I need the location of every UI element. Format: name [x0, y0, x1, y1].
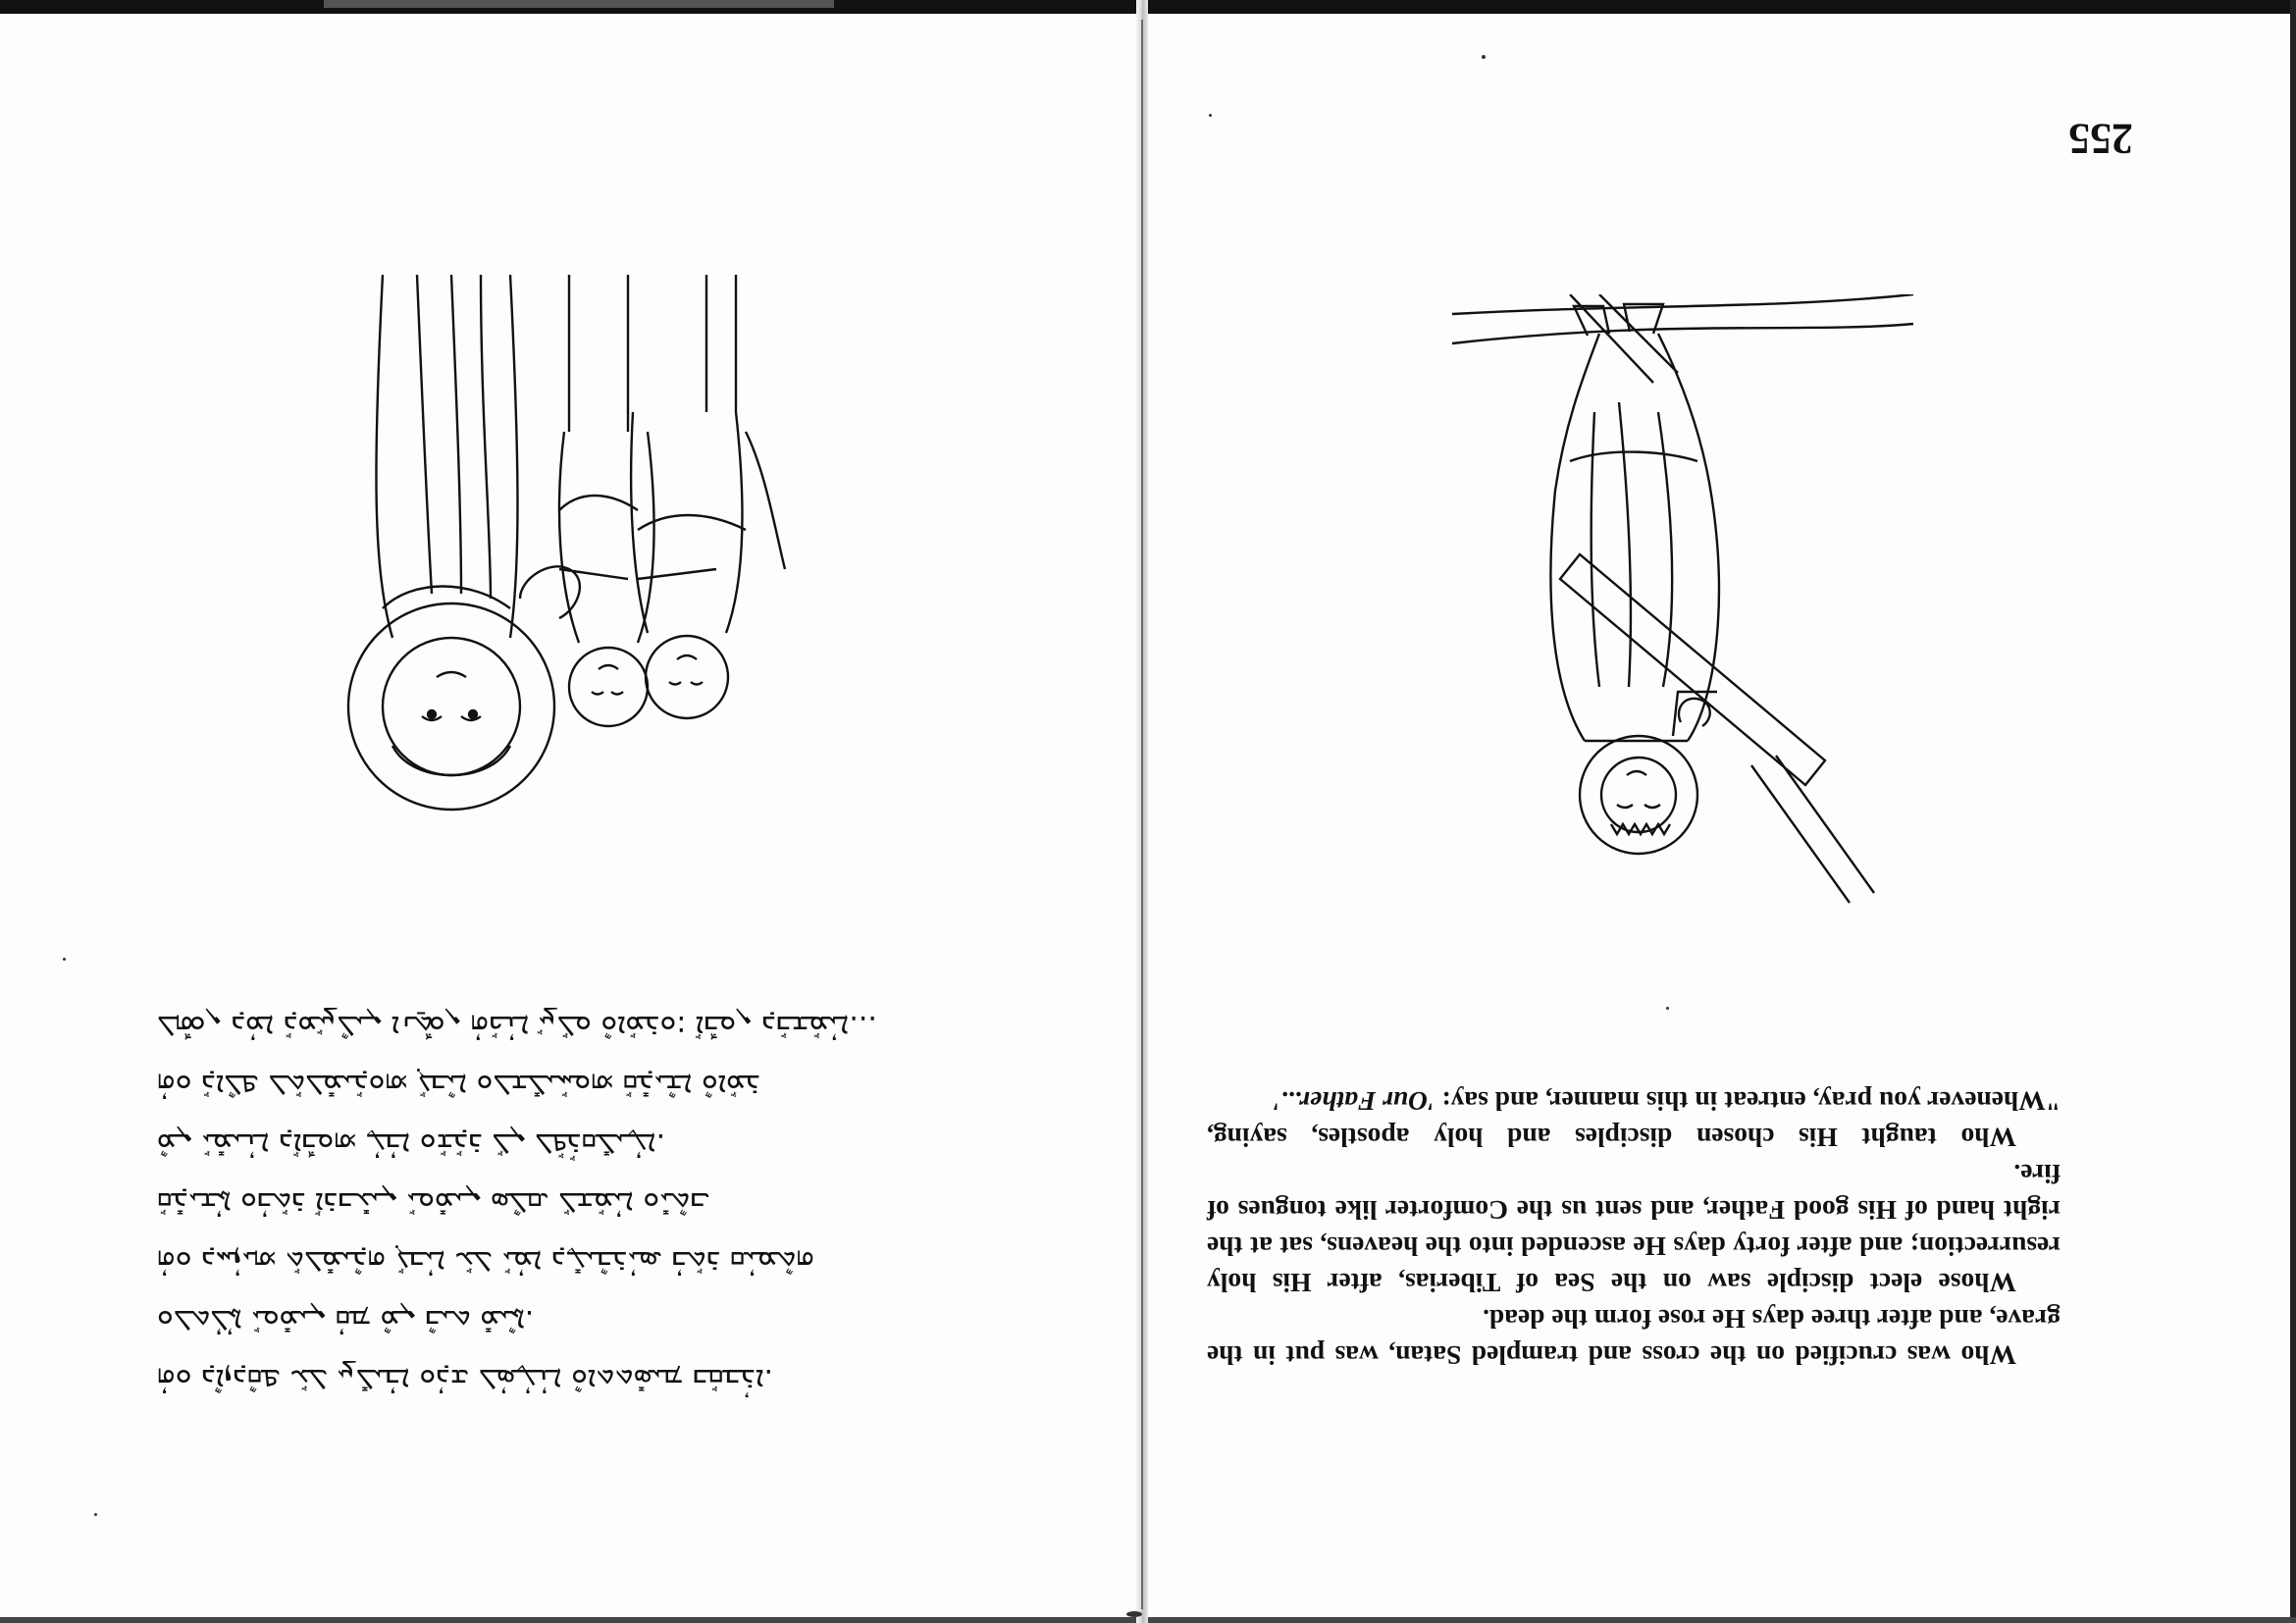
page-number: 255 — [2068, 115, 2133, 163]
illustration-figure-group — [334, 275, 805, 824]
scan-speck — [1126, 1611, 1142, 1617]
syriac-line: ܩܰܕܺܝܫܬܳܐ ܘܒܳܬܰܪ ܐܰܪܒܥܺܝܢ ܝܰܘܡܺܝܢ ܣܠܶܩ ܠܰܫܡܰܝܳܐ ܘܝܺܬܶܒ — [157, 1185, 710, 1220]
english-text-block — [1207, 844, 2061, 1374]
english-paragraph — [1207, 1083, 2061, 1156]
illustration-figure-with-cross — [1433, 294, 1923, 922]
scan-speck — [1666, 1007, 1669, 1010]
top-scan-edge-highlight — [324, 0, 834, 8]
scan-speck — [1482, 55, 1486, 59]
syriac-line: ܡܶܢ ܝܰܡܺܝܢܳܐ ܕܐܰܒܽܘܗܝ ܛܳܒܳܐ ܘܫܰܕܰܪ ܠܰܢ ܠܦܰܪܰܩܠܺܝܛܳܐ. — [157, 1126, 666, 1161]
scan-speck — [94, 1513, 97, 1516]
gutter-fold-line — [1141, 20, 1143, 1609]
syriac-line: ܠܗܽܘܢ ܕܡܳܐ ܕܰܡܨܰܠܶܝܢ ܐܢ̱ܬܽܘܢ ܗܳܟܰܢܳܐ ܨܰܠܰܘ ܘܶܐܡܰܪܘ: ܐܰܒܽܘܢ ܕܒܰܫܡܰܝܳܐ... — [157, 1009, 877, 1043]
english-closing-italic: 'Our Father...' — [1273, 1086, 1435, 1117]
scan-speck — [1209, 114, 1212, 117]
syriac-line: ܗܳܘ ܕܚܙܳܝܗܝ ܬܰܠܡܺܝܕܶܗ ܓܰܒܝܳܐ ܥܰܠ ܝܰܡܳܐ ܕܛܺܝܒܶܪܝܳܣ ܒܳܬܰܪ ܩܝܳܡܬܶܗ — [157, 1244, 815, 1279]
english-paragraph-text: Who taught His chosen disciples and holy apostles, saying, "Whenever you pray, entreat in this manner, and say: — [1207, 1086, 2061, 1153]
syriac-line: ܗܳܘ ܕܐܶܙܕܩܶܦ ܥܰܠ ܨܠܺܝܒܳܐ ܘܕܳܫ ܠܣܳܛܳܢܳܐ ܘܶܐܬܬܣܺܝܡ ܒܩܰܒܪܳܐ. — [157, 1362, 773, 1396]
english-paragraph: Who was crucified on the cross and trampled Satan, was put in the grave, and after three days He rose form the dead. — [1207, 1304, 2061, 1371]
bottom-scan-edge — [0, 1617, 2296, 1623]
scan-speck — [63, 958, 66, 961]
figure-with-cross-drawing — [1433, 294, 1923, 922]
syriac-text-block — [157, 986, 1011, 1408]
syriac-line: ܗܳܘ ܕܰܐܠܶܦ ܠܬܰܠܡܺܝܕܰܘܗܝ ܓܰܒܝܶܐ ܘܠܫܠܺܝܚܰܘܗܝ ܩܰܕܺܝܫܶܐ ܘܶܐܡܰܪ — [157, 1068, 761, 1102]
english-paragraph: Whose elect disciple saw on the Sea of Tiberias, after His holy resurrection; and after forty days He ascended into the heavens, sat at the right hand of His good Father, and sent us the Comforter like tongues of fire. — [1207, 1159, 2061, 1298]
syriac-line: ܘܠܬܠܳܬܳܐ ܝܰܘܡܺܝܢ ܩܳܡ ܡܶܢ ܒܶܝܬ ܡܺܝܬܶܐ. — [157, 1303, 535, 1337]
right-scan-edge — [2290, 0, 2296, 1623]
figure-group-drawing — [334, 275, 805, 824]
